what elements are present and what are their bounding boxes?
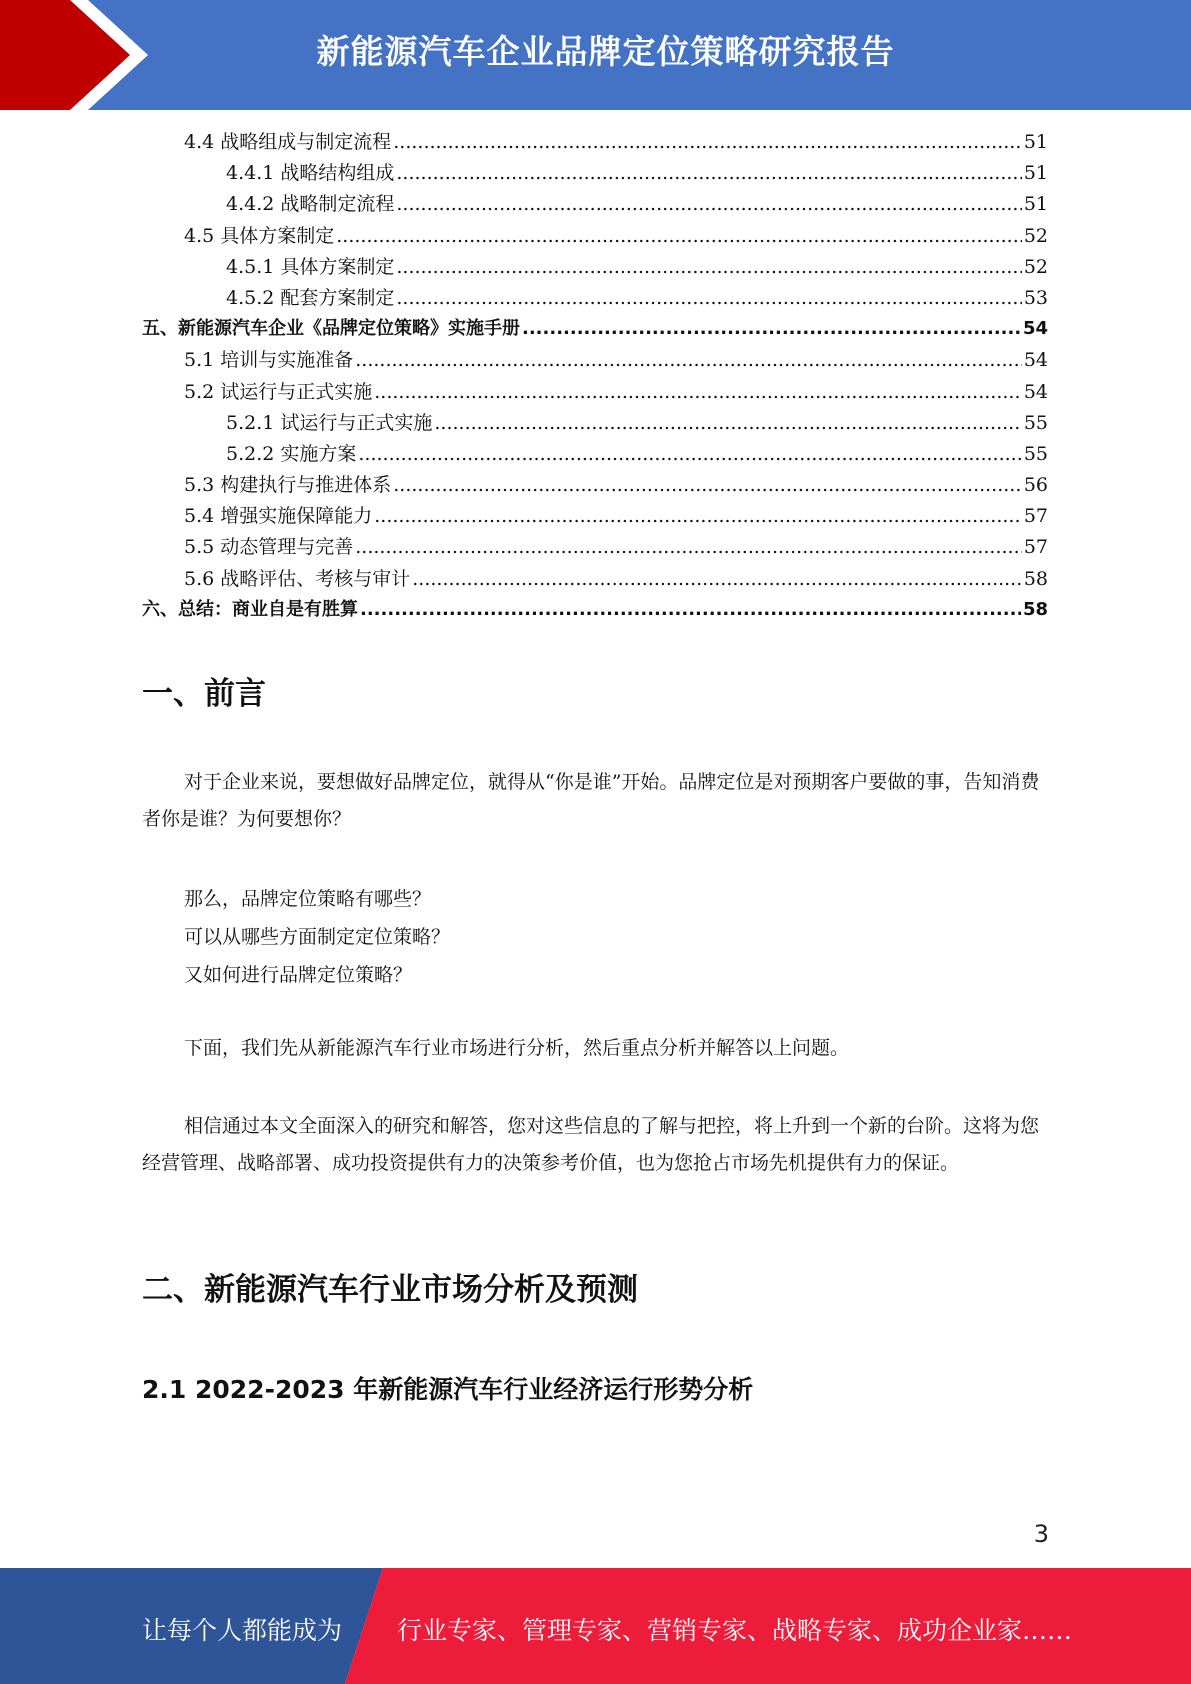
toc-dot-leader — [522, 318, 1021, 339]
toc-dot-leader — [396, 162, 1021, 184]
toc-dot-leader — [355, 349, 1022, 371]
header-banner — [0, 0, 1191, 110]
section-heading-market: 二、新能源汽车行业市场分析及预测 — [142, 1272, 638, 1308]
toc-entry-label: 5.2.2 实施方案 — [226, 442, 357, 465]
toc-entry-page: 51 — [1023, 131, 1048, 153]
footer-slogan-left: 让每个人都能成为 — [142, 1616, 343, 1645]
question-line-2: 可以从哪些方面制定定位策略？ — [184, 926, 451, 948]
toc-entry[interactable] — [142, 252, 1048, 283]
toc-entry-page: 58 — [1023, 567, 1048, 590]
toc-entry-page: 57 — [1023, 536, 1048, 559]
preface-paragraph-1: 对于企业来说，要想做好品牌定位，就得从“你是谁”开始。品牌定位是对预期客户要做的事，告知消费者你是谁？为何要想你？ — [142, 771, 1040, 830]
question-line-3: 又如何进行品牌定位策略？ — [184, 964, 413, 986]
toc-entry-page: 54 — [1023, 380, 1048, 403]
toc-entry-label: 五、新能源汽车企业《品牌定位策略》实施手册 — [142, 318, 520, 340]
toc-dot-leader — [412, 568, 1022, 590]
toc-entry[interactable] — [142, 158, 1048, 189]
toc-entry-label: 4.5 具体方案制定 — [184, 224, 335, 247]
toc-entry-label: 5.5 动态管理与完善 — [184, 536, 354, 559]
toc-entry-page: 58 — [1022, 598, 1048, 620]
footer-banner — [0, 1568, 1191, 1684]
page-number: 3 — [1033, 1520, 1049, 1548]
toc-dot-leader — [355, 536, 1022, 558]
toc-dot-leader — [434, 412, 1021, 434]
toc-dot-leader — [374, 381, 1022, 403]
preface-paragraph-3: 相信通过本文全面深入的研究和解答，您对这些信息的了解与把控，将上升到一个新的台阶。这将为您经营管理、战略部署、成功投资提供有力的决策参考价值，也为您抢占市场先机提供有力的保证。 — [142, 1115, 1040, 1174]
preface-paragraph-2: 下面，我们先从新能源汽车行业市场进行分析，然后重点分析并解答以上问题。 — [184, 1037, 850, 1059]
toc-entry-label: 5.3 构建执行与推进体系 — [184, 474, 392, 497]
toc-dot-leader — [374, 505, 1022, 527]
question-line-1: 那么，品牌定位策略有哪些？ — [184, 888, 432, 910]
toc-entry[interactable] — [142, 595, 1048, 626]
toc-entry-page: 52 — [1023, 224, 1048, 247]
toc-entry[interactable] — [142, 221, 1048, 252]
toc-entry[interactable] — [142, 283, 1048, 314]
toc-entry[interactable] — [142, 377, 1048, 408]
document-title: 新能源汽车企业品牌定位策略研究报告 — [316, 32, 895, 71]
toc-dot-leader — [396, 256, 1021, 278]
toc-dot-leader — [336, 225, 1022, 247]
toc-entry-page: 55 — [1023, 411, 1048, 434]
toc-entry-label: 5.2.1 试运行与正式实施 — [226, 411, 433, 434]
toc-entry-label: 5.6 战略评估、考核与审计 — [184, 567, 411, 590]
toc-entry-page: 52 — [1023, 255, 1048, 278]
toc-entry-page: 54 — [1022, 318, 1048, 340]
toc-entry-page: 51 — [1023, 162, 1048, 185]
toc-entry-label: 4.5.2 配套方案制定 — [226, 286, 395, 309]
toc-entry-label: 4.5.1 具体方案制定 — [226, 255, 395, 278]
toc-dot-leader — [393, 474, 1022, 496]
toc-entry-page: 55 — [1023, 442, 1048, 465]
subsection-heading-2-1: 2.1 2022-2023 年新能源汽车行业经济运行形势分析 — [142, 1375, 754, 1404]
toc-dot-leader — [393, 131, 1022, 153]
toc-entry[interactable] — [142, 189, 1048, 220]
toc-entry-page: 57 — [1023, 505, 1048, 528]
toc-dot-leader — [358, 443, 1021, 465]
toc-entry[interactable] — [142, 470, 1048, 501]
toc-entry[interactable] — [142, 408, 1048, 439]
footer-slogan-right: 行业专家、管理专家、营销专家、战略专家、成功企业家…… — [397, 1616, 1073, 1645]
toc-entry-label: 六、总结：商业自是有胜算 — [142, 598, 358, 620]
toc-entry-page: 56 — [1023, 474, 1048, 497]
toc-entry-label: 5.4 增强实施保障能力 — [184, 505, 373, 528]
toc-entry-page: 51 — [1023, 193, 1048, 216]
section-heading-preface: 一、前言 — [142, 676, 266, 712]
toc-entry[interactable] — [142, 127, 1048, 158]
toc-entry[interactable] — [142, 345, 1048, 376]
toc-entry-label: 5.2 试运行与正式实施 — [184, 380, 373, 403]
toc-entry[interactable] — [142, 439, 1048, 470]
toc-entry[interactable] — [142, 532, 1048, 563]
toc-dot-leader — [360, 599, 1021, 620]
toc-entry-page: 53 — [1023, 286, 1048, 309]
toc-entry[interactable] — [142, 314, 1048, 345]
toc-entry-label: 4.4 战略组成与制定流程 — [184, 131, 392, 153]
toc-entry[interactable] — [142, 501, 1048, 532]
toc-dot-leader — [396, 287, 1021, 309]
toc-entry-label: 5.1 培训与实施准备 — [184, 349, 354, 372]
toc-dot-leader — [396, 193, 1021, 215]
toc-entry-page: 54 — [1023, 349, 1048, 372]
table-of-contents — [142, 127, 1048, 626]
toc-entry-label: 4.4.2 战略制定流程 — [226, 193, 395, 216]
toc-entry[interactable] — [142, 564, 1048, 595]
toc-entry-label: 4.4.1 战略结构组成 — [226, 162, 395, 185]
